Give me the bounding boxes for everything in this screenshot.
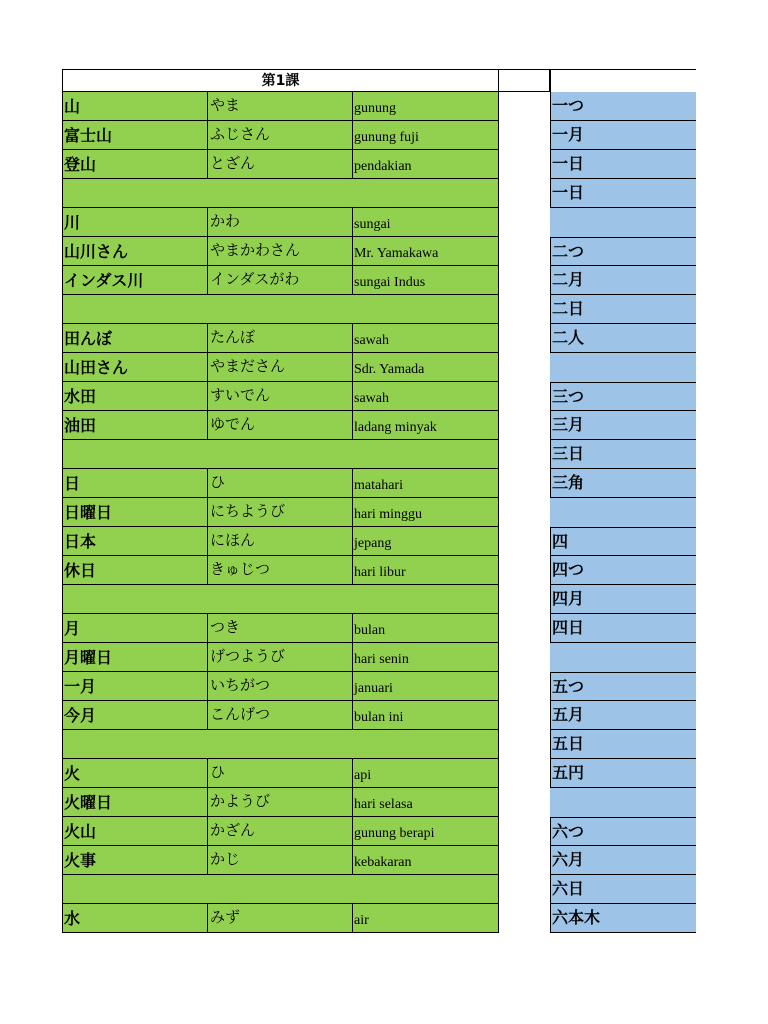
kanji-cell: 日曜日 — [63, 498, 208, 526]
meaning-cell: sungai — [354, 217, 391, 232]
separator-row — [62, 440, 499, 469]
kanji-cell: 今月 — [63, 701, 208, 729]
separator-row — [62, 585, 499, 614]
meaning-cell: Sdr. Yamada — [354, 362, 425, 377]
meaning-cell: matahari — [354, 478, 403, 493]
meaning-cell: hari senin — [354, 652, 409, 667]
counting-cell: 一つ — [550, 92, 696, 121]
counting-cell: 二日 — [550, 295, 696, 324]
counting-cell: 六本木 — [550, 904, 696, 933]
vocab-table — [62, 69, 499, 933]
counting-separator — [550, 353, 696, 382]
meaning-cell: gunung fuji — [354, 130, 419, 145]
counting-cell: 三月 — [550, 411, 696, 440]
kana-cell: げつようび — [208, 643, 353, 671]
counting-cell: 一日 — [550, 150, 696, 179]
kana-cell: やまださん — [208, 353, 353, 381]
meaning-cell: januari — [354, 681, 393, 696]
meaning-cell: gunung berapi — [354, 826, 435, 841]
meaning-cell: jepang — [354, 536, 392, 551]
kanji-cell: 火山 — [63, 817, 208, 845]
meaning-cell: hari libur — [354, 565, 406, 580]
kanji-cell: 火 — [63, 759, 208, 787]
counting-cell: 五月 — [550, 701, 696, 730]
vocab-row — [62, 324, 499, 353]
vocab-row — [62, 614, 499, 643]
kanji-cell: 山 — [63, 92, 208, 120]
meaning-cell: hari selasa — [354, 797, 413, 812]
kanji-cell: 日 — [63, 469, 208, 497]
kanji-cell: 水田 — [63, 382, 208, 410]
kana-cell: にほん — [208, 527, 353, 555]
vocab-row — [62, 498, 499, 527]
vocab-row — [62, 92, 499, 121]
vocab-row — [62, 382, 499, 411]
vocab-row — [62, 672, 499, 701]
kanji-cell: 火曜日 — [63, 788, 208, 816]
meaning-cell: pendakian — [354, 159, 412, 174]
counting-cell: 四 — [550, 527, 696, 556]
kana-cell: かわ — [208, 208, 353, 236]
empty-header-cell — [499, 69, 550, 92]
meaning-cell: bulan ini — [354, 710, 404, 725]
kana-cell: とざん — [208, 150, 353, 178]
counting-cell: 四つ — [550, 556, 696, 585]
counting-column — [550, 69, 696, 933]
kana-cell: かじ — [208, 846, 353, 874]
vocab-row — [62, 469, 499, 498]
vocab-row — [62, 846, 499, 875]
counting-separator — [550, 498, 696, 527]
separator-row — [62, 875, 499, 904]
counting-cell: 五つ — [550, 672, 696, 701]
kana-cell: みず — [208, 904, 353, 932]
vocab-row — [62, 817, 499, 846]
counting-cell: 六日 — [550, 875, 696, 904]
kanji-cell: 月 — [63, 614, 208, 642]
kanji-cell: 休日 — [63, 556, 208, 584]
vocab-row — [62, 266, 499, 295]
counting-cell: 五円 — [550, 759, 696, 788]
counting-separator — [550, 643, 696, 672]
counting-cell: 三日 — [550, 440, 696, 469]
vocab-row — [62, 527, 499, 556]
vocab-row — [62, 121, 499, 150]
vocab-row — [62, 759, 499, 788]
counting-cell: 二人 — [550, 324, 696, 353]
meaning-cell: air — [354, 913, 369, 928]
kanji-cell: 田んぼ — [63, 324, 208, 352]
vocab-row — [62, 208, 499, 237]
vocab-row — [62, 788, 499, 817]
kana-cell: すいでん — [208, 382, 353, 410]
counting-cell: 四月 — [550, 585, 696, 614]
counting-separator — [550, 208, 696, 237]
meaning-cell: gunung — [354, 101, 396, 116]
kanji-cell: 油田 — [63, 411, 208, 439]
kanji-cell: 登山 — [63, 150, 208, 178]
kanji-cell: インダス川 — [63, 266, 208, 294]
separator-row — [62, 179, 499, 208]
kanji-cell: 山川さん — [63, 237, 208, 265]
meaning-cell: kebakaran — [354, 855, 412, 870]
meaning-cell: sawah — [354, 391, 389, 406]
meaning-cell: api — [354, 768, 372, 783]
counting-cell: 三つ — [550, 382, 696, 411]
kanji-cell: 月曜日 — [63, 643, 208, 671]
kanji-cell: 一月 — [63, 672, 208, 700]
vocab-row — [62, 904, 499, 933]
kana-cell: ゆでん — [208, 411, 353, 439]
meaning-cell: ladang minyak — [354, 420, 437, 435]
vocab-row — [62, 411, 499, 440]
counting-cell: 一日 — [550, 179, 696, 208]
counting-cell: 二つ — [550, 237, 696, 266]
kana-cell: たんぼ — [208, 324, 353, 352]
counting-cell: 二月 — [550, 266, 696, 295]
meaning-cell: Mr. Yamakawa — [354, 246, 439, 261]
counting-header-cell — [550, 69, 696, 92]
lesson-title: 第1課 — [62, 69, 499, 92]
kanji-cell: 川 — [63, 208, 208, 236]
kanji-cell: 富士山 — [63, 121, 208, 149]
counting-cell: 一月 — [550, 121, 696, 150]
kanji-cell: 水 — [63, 904, 208, 932]
kana-cell: ふじさん — [208, 121, 353, 149]
vocab-row — [62, 701, 499, 730]
counting-cell: 五日 — [550, 730, 696, 759]
empty-column — [499, 69, 550, 937]
kana-cell: いちがつ — [208, 672, 353, 700]
vocab-row — [62, 643, 499, 672]
meaning-cell: hari minggu — [354, 507, 423, 522]
counting-cell: 六つ — [550, 817, 696, 846]
kana-cell: かざん — [208, 817, 353, 845]
kana-cell: ひ — [208, 469, 353, 497]
meaning-cell: sungai Indus — [354, 275, 426, 290]
kanji-cell: 日本 — [63, 527, 208, 555]
vocab-row — [62, 556, 499, 585]
separator-row — [62, 730, 499, 759]
kana-cell: にちようび — [208, 498, 353, 526]
counting-cell: 四日 — [550, 614, 696, 643]
meaning-cell: sawah — [354, 333, 389, 348]
meaning-cell: bulan — [354, 623, 386, 638]
vocab-row — [62, 353, 499, 382]
kana-cell: こんげつ — [208, 701, 353, 729]
kana-cell: ひ — [208, 759, 353, 787]
kana-cell: きゅじつ — [208, 556, 353, 584]
kanji-cell: 火事 — [63, 846, 208, 874]
kana-cell: やま — [208, 92, 353, 120]
kana-cell: かようび — [208, 788, 353, 816]
vocab-row — [62, 150, 499, 179]
kana-cell: インダスがわ — [208, 266, 353, 294]
counting-cell: 六月 — [550, 846, 696, 875]
kana-cell: やまかわさん — [208, 237, 353, 265]
separator-row — [62, 295, 499, 324]
kanji-cell: 山田さん — [63, 353, 208, 381]
counting-separator — [550, 788, 696, 817]
kana-cell: つき — [208, 614, 353, 642]
vocab-row — [62, 237, 499, 266]
counting-cell: 三角 — [550, 469, 696, 498]
